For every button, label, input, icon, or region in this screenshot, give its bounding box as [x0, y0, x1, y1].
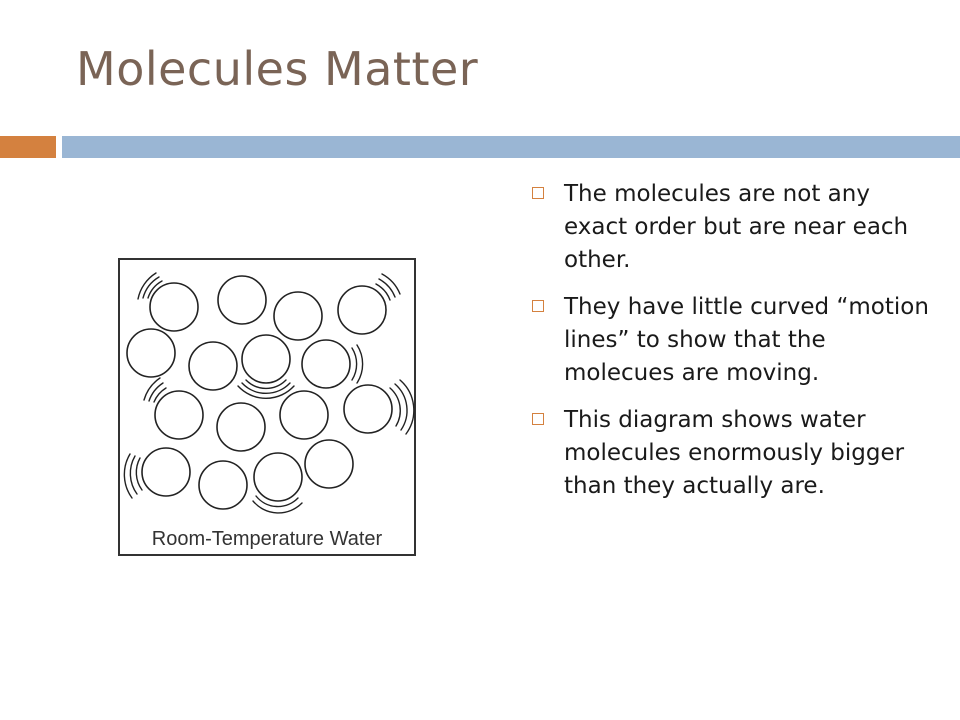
- bullet-text: They have little curved “motion lines” to show that the molecues are moving.: [564, 294, 929, 386]
- molecule: [242, 335, 290, 383]
- molecule: [127, 329, 175, 377]
- water-molecules-diagram: [118, 258, 416, 556]
- molecule: [305, 440, 353, 488]
- bullet-item: [530, 404, 940, 503]
- slide-title: Molecules Matter: [76, 42, 479, 96]
- molecule: [142, 448, 190, 496]
- bullet-text: This diagram shows water molecules enormously bigger than they actually are.: [564, 407, 905, 499]
- molecule: [280, 391, 328, 439]
- square-bullet-icon: [532, 187, 544, 199]
- bullet-list: [530, 178, 940, 517]
- bullet-item: [530, 291, 940, 390]
- molecule: [150, 283, 198, 331]
- molecule: [254, 453, 302, 501]
- bullet-item: [530, 178, 940, 277]
- bullet-text: The molecules are not any exact order but are near each other.: [564, 181, 909, 273]
- molecule: [217, 403, 265, 451]
- square-bullet-icon: [532, 413, 544, 425]
- diagram-caption: Room-Temperature Water: [151, 528, 383, 550]
- molecule: [344, 385, 392, 433]
- accent-bar-orange: [0, 136, 56, 158]
- molecule: [338, 286, 386, 334]
- molecule: [189, 342, 237, 390]
- square-bullet-icon: [532, 300, 544, 312]
- molecule: [302, 340, 350, 388]
- molecule: [274, 292, 322, 340]
- molecule: [199, 461, 247, 509]
- molecule: [218, 276, 266, 324]
- molecule: [155, 391, 203, 439]
- accent-bar-blue: [62, 136, 960, 158]
